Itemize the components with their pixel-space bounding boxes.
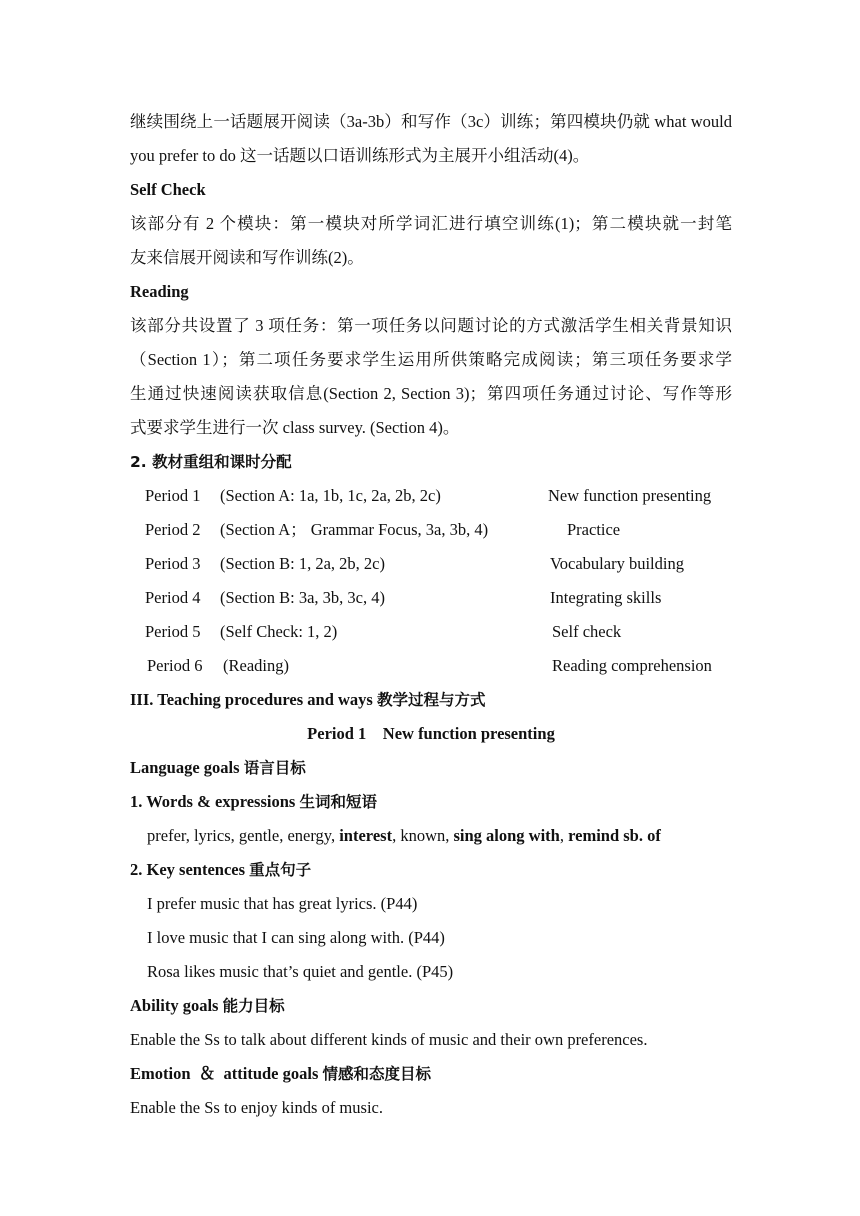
period-row bbox=[130, 581, 732, 615]
sentences-heading bbox=[130, 853, 732, 887]
reorg-heading: 2. 教材重组和课时分配 bbox=[130, 453, 292, 471]
period-label: Period 4 bbox=[145, 588, 201, 607]
period-range: (Section B: 1, 2a, 2b, 2c) bbox=[220, 554, 385, 573]
self-check-heading: Self Check bbox=[130, 180, 206, 199]
emotion-goals-heading-cn: 情感和态度目标 bbox=[322, 1065, 432, 1083]
period-type: Self check bbox=[552, 622, 622, 641]
language-goals-heading-cn: 语言目标 bbox=[243, 759, 306, 777]
procedures-heading-en: III. Teaching procedures and ways bbox=[130, 690, 373, 709]
key-sentence: I love music that I can sing along with. (P44) bbox=[147, 928, 445, 947]
sentences-heading-cn: 重点句子 bbox=[249, 861, 312, 879]
period-label: Period 5 bbox=[145, 622, 201, 641]
words-heading bbox=[130, 785, 732, 819]
emotion-goals-text: Enable the Ss to enjoy kinds of music. bbox=[130, 1098, 383, 1117]
period-title: Period 1 New function presenting bbox=[307, 724, 555, 743]
words-list bbox=[130, 819, 732, 853]
reading-line-3: 生通过快速阅读获取信息(Section 2, Section 3)；第四项任务通过讨论、写作等形 bbox=[130, 384, 732, 403]
words-text: prefer, lyrics, gentle, energy, bbox=[147, 826, 340, 845]
language-goals-heading bbox=[130, 751, 732, 785]
period-type: Practice bbox=[567, 520, 621, 539]
ability-goals-text: Enable the Ss to talk about different kinds of music and their own preferences. bbox=[130, 1030, 648, 1049]
key-sentence: Rosa likes music that’s quiet and gentle. (P45) bbox=[147, 962, 454, 981]
words-bold: interest bbox=[339, 826, 393, 845]
reading-heading: Reading bbox=[130, 282, 189, 301]
period-label: Period 2 bbox=[145, 520, 201, 539]
ability-goals-heading-en: Ability goals bbox=[130, 996, 219, 1015]
key-sentence: I prefer music that has great lyrics. (P44) bbox=[147, 894, 418, 913]
words-text: , known, bbox=[392, 826, 454, 845]
period-label: Period 3 bbox=[145, 554, 201, 573]
period-type: New function presenting bbox=[548, 486, 712, 505]
reading-line-2: （Section 1）；第二项任务要求学生运用所供策略完成阅读；第三项任务要求学 bbox=[130, 350, 732, 369]
period-type: Reading comprehension bbox=[552, 656, 712, 675]
period-range: (Section A； Grammar Focus, 3a, 3b, 4) bbox=[220, 520, 489, 539]
procedures-heading bbox=[130, 683, 732, 717]
period-range: (Reading) bbox=[223, 656, 289, 675]
period-row bbox=[130, 615, 732, 649]
sentences-heading-en: 2. Key sentences bbox=[130, 860, 246, 879]
language-goals-heading-en: Language goals bbox=[130, 758, 240, 777]
period-range: (Self Check: 1, 2) bbox=[220, 622, 338, 641]
intro-line-1: 继续围绕上一话题展开阅读（3a-3b）和写作（3c）训练；第四模块仍就 what would bbox=[130, 112, 732, 131]
period-range: (Section A: 1a, 1b, 1c, 2a, 2b, 2c) bbox=[220, 486, 441, 505]
self-check-line-2: 友来信展开阅读和写作训练(2)。 bbox=[130, 248, 364, 267]
period-type: Vocabulary building bbox=[550, 554, 684, 573]
words-bold: remind sb. of bbox=[568, 826, 661, 845]
ability-goals-heading-cn: 能力目标 bbox=[222, 997, 285, 1015]
period-row bbox=[130, 513, 732, 547]
period-label: Period 1 bbox=[145, 486, 201, 505]
intro-line-2: you prefer to do 这一话题以口语训练形式为主展开小组活动(4)。 bbox=[130, 146, 590, 165]
document-content bbox=[130, 105, 732, 1125]
self-check-line-1: 该部分有 2 个模块：第一模块对所学词汇进行填空训练(1)；第二模块就一封笔 bbox=[130, 214, 732, 233]
emotion-goals-heading bbox=[130, 1057, 732, 1091]
period-row bbox=[130, 649, 732, 683]
period-row bbox=[130, 479, 732, 513]
period-row bbox=[130, 547, 732, 581]
emotion-goals-heading-en: Emotion ＆ attitude goals bbox=[130, 1064, 319, 1083]
words-bold: sing along with bbox=[453, 826, 560, 845]
procedures-heading-cn: 教学过程与方式 bbox=[376, 691, 486, 709]
ability-goals-heading bbox=[130, 989, 732, 1023]
words-heading-en: 1. Words & expressions bbox=[130, 792, 296, 811]
period-label: Period 6 bbox=[147, 656, 203, 675]
words-text: , bbox=[559, 826, 569, 845]
period-range: (Section B: 3a, 3b, 3c, 4) bbox=[220, 588, 385, 607]
words-heading-cn: 生词和短语 bbox=[299, 793, 377, 811]
reading-line-1: 该部分共设置了 3 项任务：第一项任务以问题讨论的方式激活学生相关背景知识 bbox=[130, 316, 732, 335]
period-type: Integrating skills bbox=[550, 588, 662, 607]
reading-line-4: 式要求学生进行一次 class survey. (Section 4)。 bbox=[130, 418, 460, 437]
